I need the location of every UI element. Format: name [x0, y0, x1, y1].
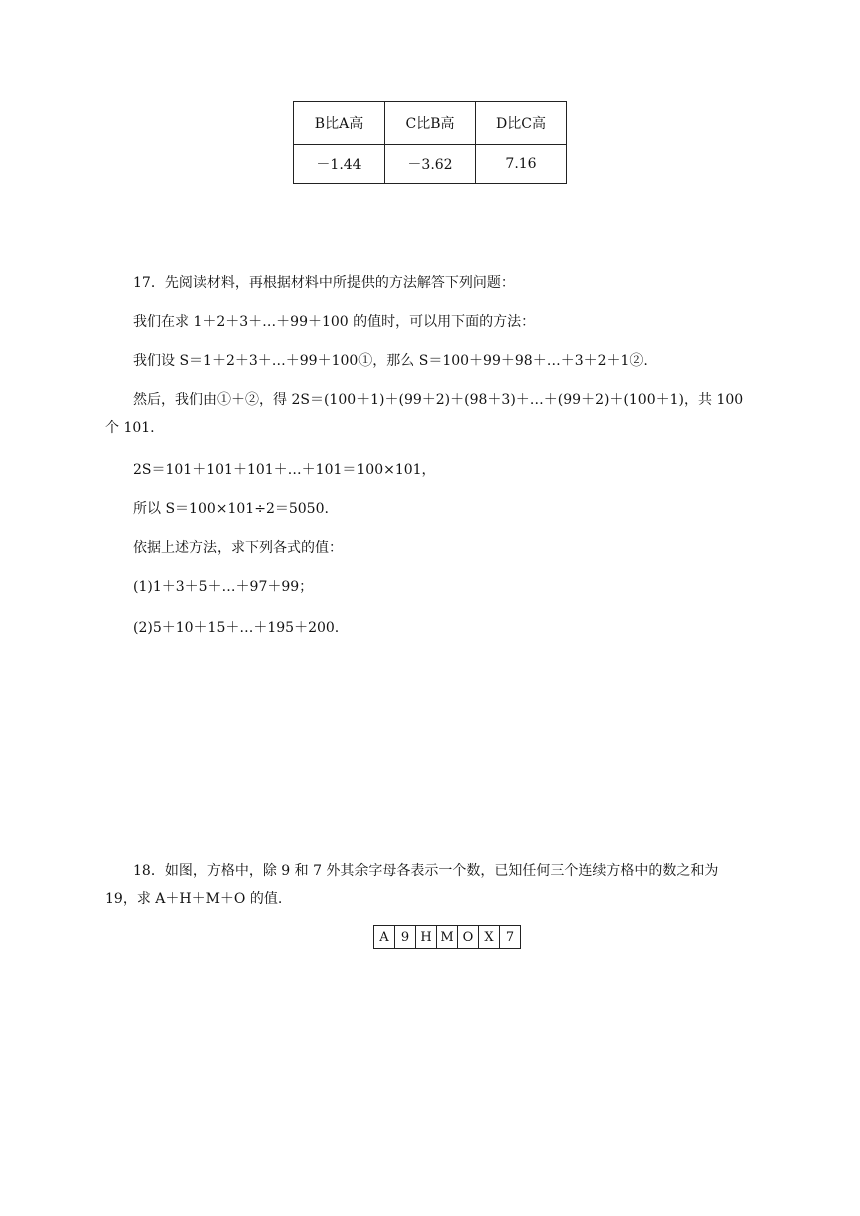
q17-line3a: 然后，我们由①＋②，得 2S＝(100＋1)＋(99＋2)＋(98＋3)＋…＋(99＋2)＋(100＋1)，共 100 — [133, 392, 744, 408]
grid-cell: H — [416, 926, 437, 948]
table-header: D比C高 — [476, 102, 567, 145]
q17-line3b: 个 101. — [105, 420, 155, 436]
grid-cell: O — [458, 926, 479, 948]
table-header: B比A高 — [294, 102, 385, 145]
q18-line2: 19，求 A＋H＋M＋O 的值. — [105, 891, 283, 907]
q17-line4: 2S＝101＋101＋101＋…＋101＝100×101， — [133, 462, 436, 478]
q17-sub2: (2)5＋10＋15＋…＋195＋200. — [133, 620, 340, 636]
q17-line5: 所以 S＝100×101÷2＝5050. — [133, 501, 329, 517]
height-difference-table — [293, 101, 567, 184]
table-cell: －1.44 — [294, 145, 385, 184]
table-cell: －3.62 — [385, 145, 476, 184]
table-header: C比B高 — [385, 102, 476, 145]
grid-cell: M — [437, 926, 458, 948]
grid-cell: X — [479, 926, 500, 948]
letter-grid — [373, 925, 521, 949]
grid-cell: 9 — [395, 926, 416, 948]
grid-cell: A — [374, 926, 395, 948]
q17-line1: 我们在求 1＋2＋3＋…＋99＋100 的值时，可以用下面的方法： — [133, 314, 536, 330]
q17-title: 17．先阅读材料，再根据材料中所提供的方法解答下列问题： — [133, 275, 515, 291]
q18-line1: 18．如图，方格中，除 9 和 7 外其余字母各表示一个数，已知任何三个连续方格中的数之和为 — [133, 863, 719, 879]
grid-cell: 7 — [505, 929, 515, 945]
q17-sub1: (1)1＋3＋5＋…＋97＋99； — [133, 579, 314, 595]
q17-line6: 依据上述方法，求下列各式的值： — [133, 540, 343, 556]
table-cell: 7.16 — [476, 145, 567, 184]
q17-line2: 我们设 S＝1＋2＋3＋…＋99＋100①，那么 S＝100＋99＋98＋…＋3＋2＋1②. — [133, 353, 648, 369]
